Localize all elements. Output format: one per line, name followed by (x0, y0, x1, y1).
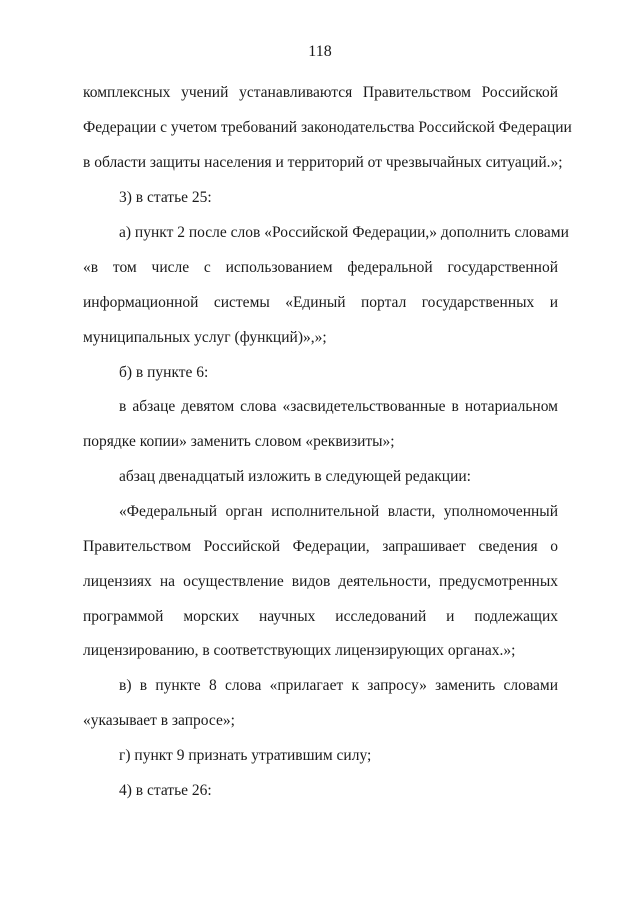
text-line: 4) в статье 26: (119, 782, 212, 799)
text-line: «Федеральный орган исполнительной власти, уполномоченный (119, 503, 558, 520)
text-line: комплексных учений устанавливаются Правительством Российской (83, 84, 558, 101)
text-line: лицензиях на осуществление видов деятельности, предусмотренных (83, 573, 558, 590)
text-line: Правительством Российской Федерации, запрашивает сведения о (83, 538, 558, 555)
page-number: 118 (308, 43, 332, 60)
text-line: муниципальных услуг (функций)»,»; (83, 329, 327, 346)
text-line: «указывает в запросе»; (83, 712, 235, 729)
text-line: абзац двенадцатый изложить в следующей редакции: (119, 468, 471, 485)
text-line: порядке копии» заменить словом «реквизиты»; (83, 433, 395, 450)
text-line: «в том числе с использованием федеральной государственной (83, 259, 558, 276)
text-line: Федерации с учетом требований законодательства Российской Федерации (83, 119, 572, 136)
text-line: г) пункт 9 признать утратившим силу; (119, 747, 372, 764)
text-line: б) в пункте 6: (119, 364, 209, 381)
text-line: программой морских научных исследований и подлежащих (83, 608, 558, 625)
text-line: в области защиты населения и территорий от чрезвычайных ситуаций.»; (83, 154, 563, 171)
text-line: 3) в статье 25: (119, 189, 212, 206)
text-line: а) пункт 2 после слов «Российской Федерации,» дополнить словами (119, 224, 569, 241)
text-line: в) в пункте 8 слова «прилагает к запросу» заменить словами (119, 677, 558, 694)
text-line: лицензированию, в соответствующих лицензирующих органах.»; (83, 642, 516, 659)
text-line: информационной системы «Единый портал государственных и (83, 294, 558, 311)
text-line: в абзаце девятом слова «засвидетельствованные в нотариальном (119, 398, 558, 415)
